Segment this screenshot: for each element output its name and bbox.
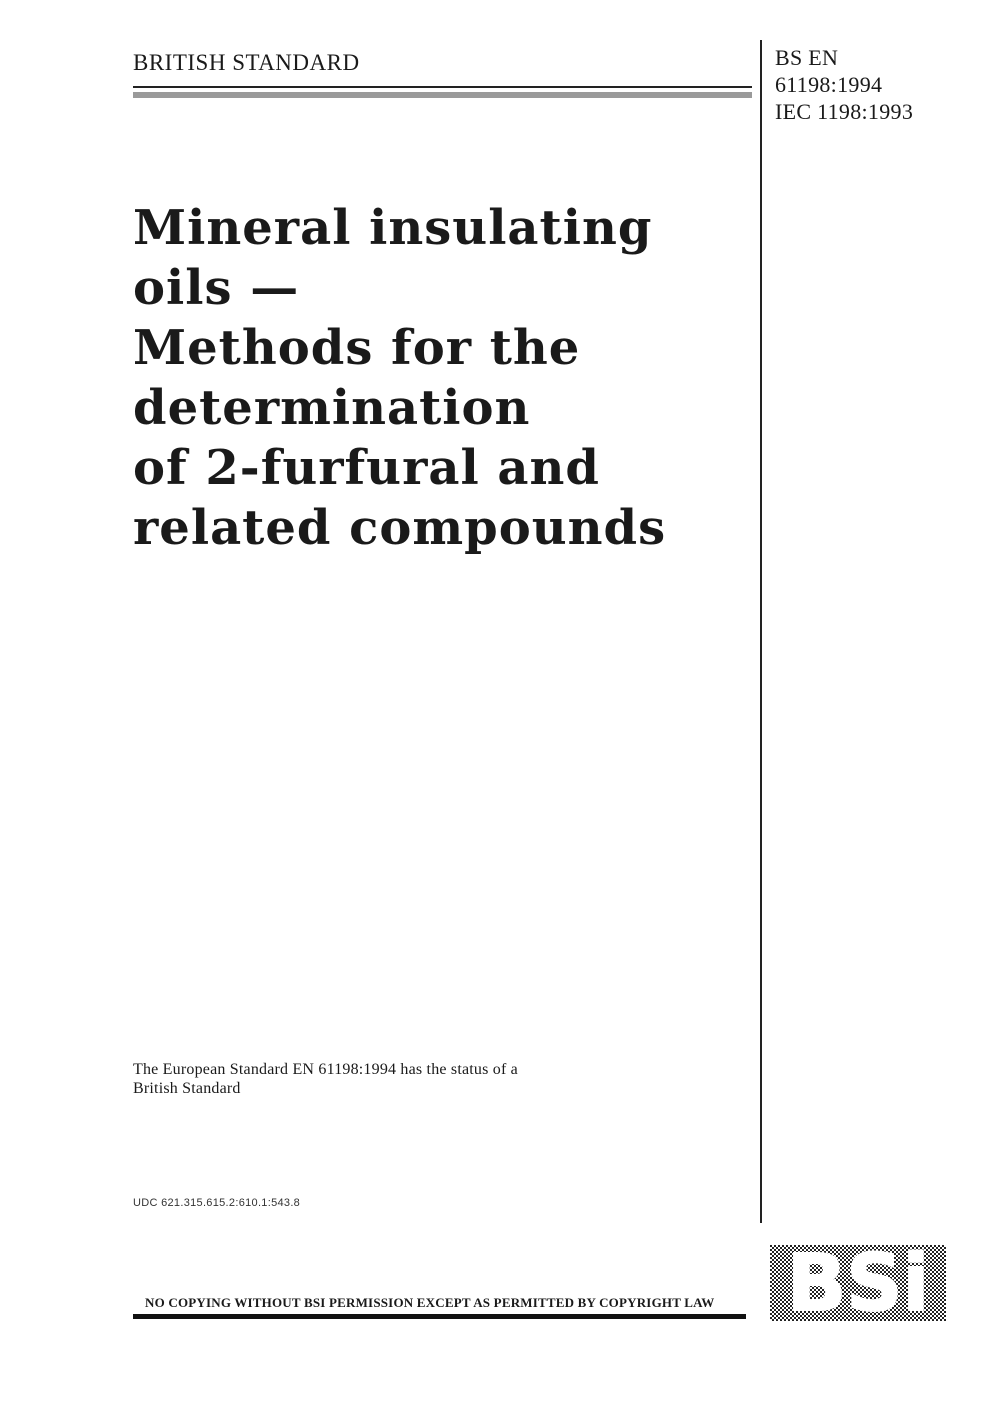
title-line: of 2-furfural and xyxy=(133,440,600,496)
title-line: Mineral insulating xyxy=(133,200,653,256)
footer-rule xyxy=(133,1314,746,1319)
svg-text:BSi: BSi xyxy=(786,1245,930,1321)
status-note-line2: British Standard xyxy=(133,1080,241,1097)
title-line: determination xyxy=(133,380,531,436)
title-line: Methods for the xyxy=(133,320,581,376)
standard-number-line2: 61198:1994 xyxy=(775,72,883,97)
title-line: oils — xyxy=(133,260,300,316)
header-rule xyxy=(133,86,752,88)
bsi-logo-icon xyxy=(770,1245,946,1321)
status-note-line1: The European Standard EN 61198:1994 has the status of a xyxy=(133,1061,518,1078)
title-line: related compounds xyxy=(133,500,667,556)
copyright-notice: NO COPYING WITHOUT BSI PERMISSION EXCEPT AS PERMITTED BY COPYRIGHT LAW xyxy=(145,1295,715,1310)
vertical-divider xyxy=(760,40,762,1223)
header-rule-shaded xyxy=(133,92,752,98)
document-title xyxy=(133,198,733,558)
standard-numbers xyxy=(775,44,913,125)
series-label: BRITISH STANDARD xyxy=(133,50,360,75)
udc-code: UDC 621.315.615.2:610.1:543.8 xyxy=(133,1197,301,1209)
standard-number-line1: BS EN xyxy=(775,45,839,70)
standard-number-line3: IEC 1198:1993 xyxy=(775,99,914,124)
status-note xyxy=(133,1060,693,1098)
